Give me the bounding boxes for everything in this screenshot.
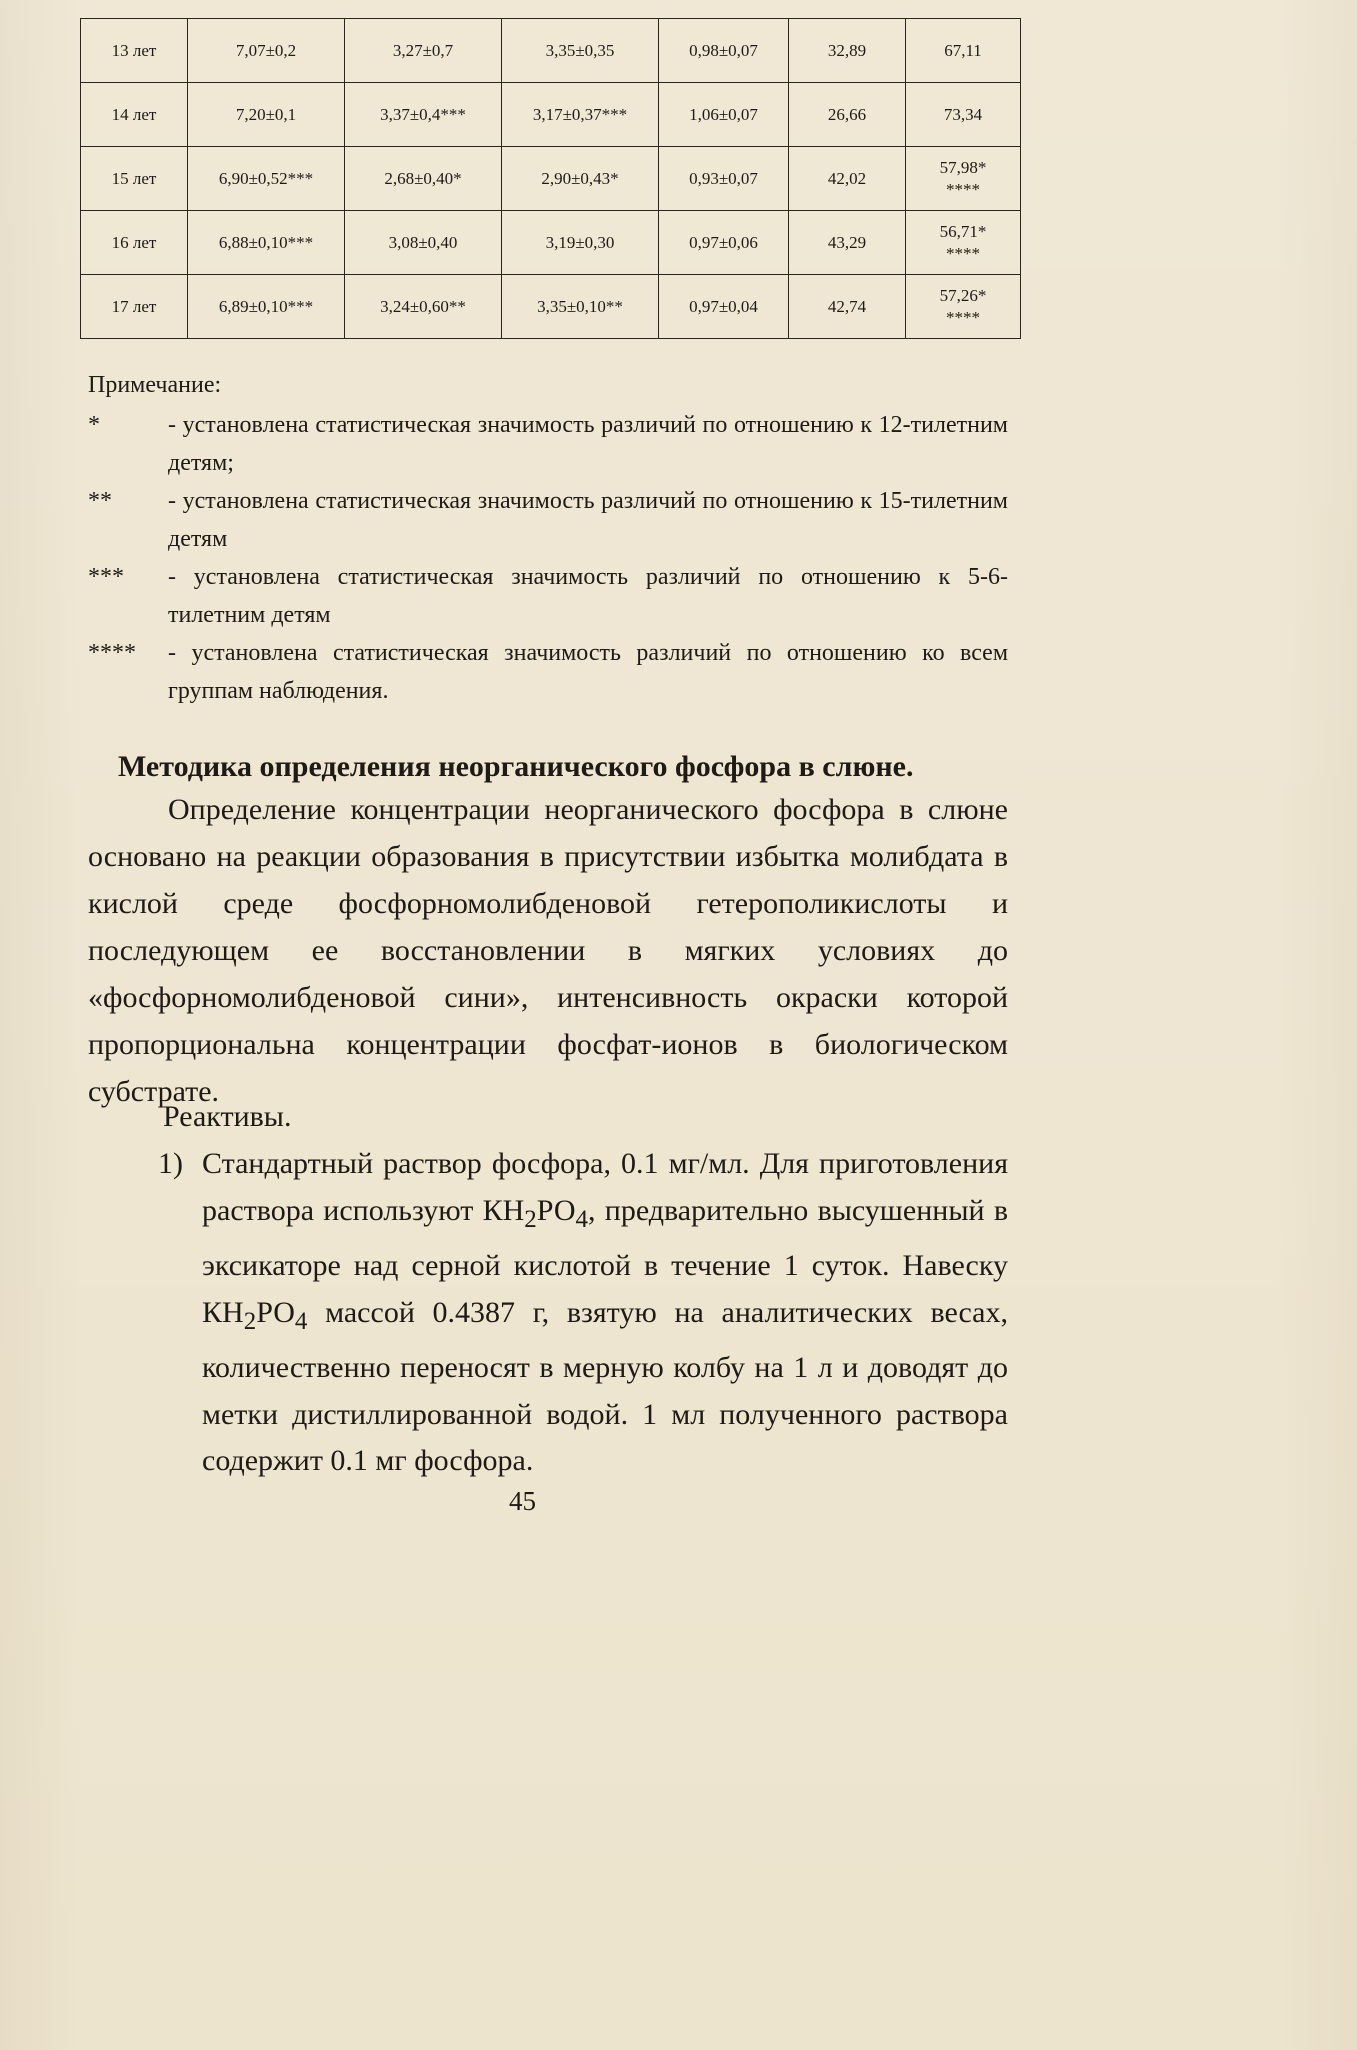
age-group-cell: 16 лет (81, 211, 188, 275)
note-mark: * (88, 412, 100, 438)
value-cell: 6,88±0,10*** (188, 211, 345, 275)
value-cell: 3,08±0,40 (345, 211, 502, 275)
note-text: - установлена статистическая значимость различий по отношению к 5-6-тилетним детям (168, 564, 1008, 628)
section-heading: Методика определения неорганического фосфора в слюне. (118, 750, 914, 783)
value-cell: 6,89±0,10*** (188, 275, 345, 339)
note-text: - установлена статистическая значимость различий по отношению к 12-тилетним детям; (168, 412, 1008, 476)
value-cell: 7,20±0,1 (188, 83, 345, 147)
value-cell: 0,97±0,04 (659, 275, 789, 339)
results-table (80, 18, 1021, 339)
note-mark: *** (88, 564, 124, 590)
table-row (81, 147, 1021, 211)
value-cell: 0,93±0,07 (659, 147, 789, 211)
note-text: - установлена статистическая значимость различий по отношению ко всем группам наблюдения. (168, 640, 1008, 704)
subscript: 2 (243, 1307, 257, 1335)
table-row (81, 211, 1021, 275)
reagents-heading: Реактивы. (163, 1100, 292, 1133)
age-group-cell: 14 лет (81, 83, 188, 147)
reagent-number: 1) (158, 1147, 183, 1180)
value-cell: 3,37±0,4*** (345, 83, 502, 147)
value-cell: 3,27±0,7 (345, 19, 502, 83)
age-group-cell: 15 лет (81, 147, 188, 211)
reagent-text-part: , предварительно высушенный в эксикаторе над серной кислотой в течение 1 суток. Навеску КН (202, 1193, 1008, 1329)
value-cell-line: **** (946, 307, 980, 327)
value-cell: 0,98±0,07 (659, 19, 789, 83)
subscript: 2 (524, 1205, 537, 1233)
note-item (88, 634, 1008, 710)
value-cell: 3,19±0,30 (502, 211, 659, 275)
reagent-text-part: массой 0.4387 г, взятую на аналитических весах, количественно переносят в мерную колбу на 1 л и доводят до метки дистиллированной водой. 1 мл полученного раствора содержит 0.1 мг фосфора. (202, 1295, 1008, 1477)
reagent-text-part: РО (256, 1295, 295, 1329)
note-text: - установлена статистическая значимость различий по отношению к 15-тилетним детям (168, 488, 1008, 552)
value-cell: 3,35±0,10** (502, 275, 659, 339)
method-paragraph: Определение концентрации неорганического фосфора в слюне основано на реакции образования в присутствии избытка молибдата в кислой среде фосфорномолибденовой гетерополикислоты и последующем ее восстановлении в мягких условиях до «фосфорномолибденовой сини», интенсивность окраски которой пропорциональна концентрации фосфат-ионов в биологическом субстрате. (88, 793, 1008, 1108)
subscript: 4 (575, 1205, 588, 1233)
value-cell-line: **** (946, 179, 980, 199)
table-row (81, 83, 1021, 147)
value-cell-line: 57,26* (939, 285, 987, 305)
notes-title: Примечание: (88, 372, 222, 398)
value-cell: 0,97±0,06 (659, 211, 789, 275)
reagent-text-part: РО (536, 1193, 576, 1227)
subscript: 4 (294, 1307, 308, 1335)
value-cell-line: 57,98* (939, 157, 987, 177)
table-notes (88, 366, 1008, 710)
value-cell: 2,68±0,40* (345, 147, 502, 211)
note-mark: ** (88, 488, 112, 514)
value-cell: 3,35±0,35 (502, 19, 659, 83)
reagent-text-part: Стандартный раствор фосфора, 0.1 мг/мл. Для приготовления раствора используют КН (202, 1147, 1008, 1227)
age-group-cell: 17 лет (81, 275, 188, 339)
note-item (88, 558, 1008, 634)
table-row (81, 275, 1021, 339)
value-cell: 43,29 (789, 211, 906, 275)
reagent-text (202, 1141, 1008, 1485)
value-cell: 2,90±0,43* (502, 147, 659, 211)
note-item (88, 406, 1008, 482)
value-cell: 7,07±0,2 (188, 19, 345, 83)
reagent-item (158, 1141, 1008, 1485)
value-cell: 73,34 (906, 83, 1021, 147)
value-cell: 32,89 (789, 19, 906, 83)
value-cell (906, 147, 1021, 211)
value-cell: 67,11 (906, 19, 1021, 83)
table-row (81, 19, 1021, 83)
value-cell (906, 211, 1021, 275)
age-group-cell: 13 лет (81, 19, 188, 83)
value-cell: 42,02 (789, 147, 906, 211)
note-mark: **** (88, 640, 136, 666)
value-cell (906, 275, 1021, 339)
value-cell-line: **** (946, 243, 980, 263)
value-cell: 26,66 (789, 83, 906, 147)
page-number: 45 (509, 1486, 536, 1516)
value-cell: 3,24±0,60** (345, 275, 502, 339)
value-cell: 42,74 (789, 275, 906, 339)
value-cell: 6,90±0,52*** (188, 147, 345, 211)
value-cell: 1,06±0,07 (659, 83, 789, 147)
value-cell-line: 56,71* (939, 221, 987, 241)
note-item (88, 482, 1008, 558)
results-table-body (81, 19, 1021, 339)
value-cell: 3,17±0,37*** (502, 83, 659, 147)
